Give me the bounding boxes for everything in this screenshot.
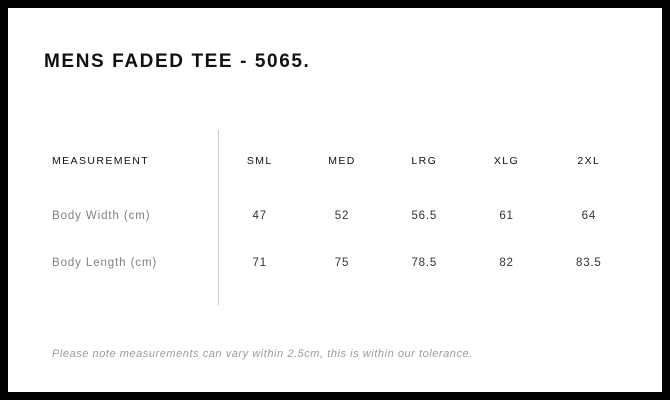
cell-body-length-xlg: 82 bbox=[499, 256, 514, 269]
column-header-xlg: XLG bbox=[493, 155, 520, 167]
size-table bbox=[44, 130, 630, 286]
page-title: MENS FADED TEE - 5065. bbox=[44, 51, 311, 72]
column-header-lrg: LRG bbox=[411, 155, 438, 167]
column-header-med: MED bbox=[328, 155, 356, 167]
table-row bbox=[44, 192, 630, 239]
cell-body-length-lrg: 78.5 bbox=[411, 256, 438, 269]
size-chart-page bbox=[8, 8, 662, 392]
size-table-container bbox=[44, 130, 630, 286]
cell-body-width-med: 52 bbox=[334, 209, 350, 222]
row-label-body-length: Body Length (cm) bbox=[52, 256, 158, 269]
cell-body-length-med: 75 bbox=[334, 256, 350, 269]
table-row bbox=[44, 239, 630, 286]
column-header-2xl: 2XL bbox=[577, 155, 601, 167]
tolerance-note: Please note measurements can vary within 2.5cm, this is within our tolerance. bbox=[52, 348, 473, 360]
column-header-measurement: MEASUREMENT bbox=[52, 155, 150, 167]
cell-body-width-sml: 47 bbox=[252, 209, 267, 222]
cell-body-width-xlg: 61 bbox=[499, 209, 514, 222]
cell-body-width-lrg: 56.5 bbox=[411, 209, 438, 222]
cell-body-width-2xl: 64 bbox=[581, 209, 597, 222]
table-header-row bbox=[44, 130, 630, 192]
cell-body-length-2xl: 83.5 bbox=[576, 256, 602, 269]
cell-body-length-sml: 71 bbox=[252, 256, 267, 269]
column-header-sml: SML bbox=[246, 155, 273, 167]
row-label-body-width: Body Width (cm) bbox=[52, 209, 151, 222]
